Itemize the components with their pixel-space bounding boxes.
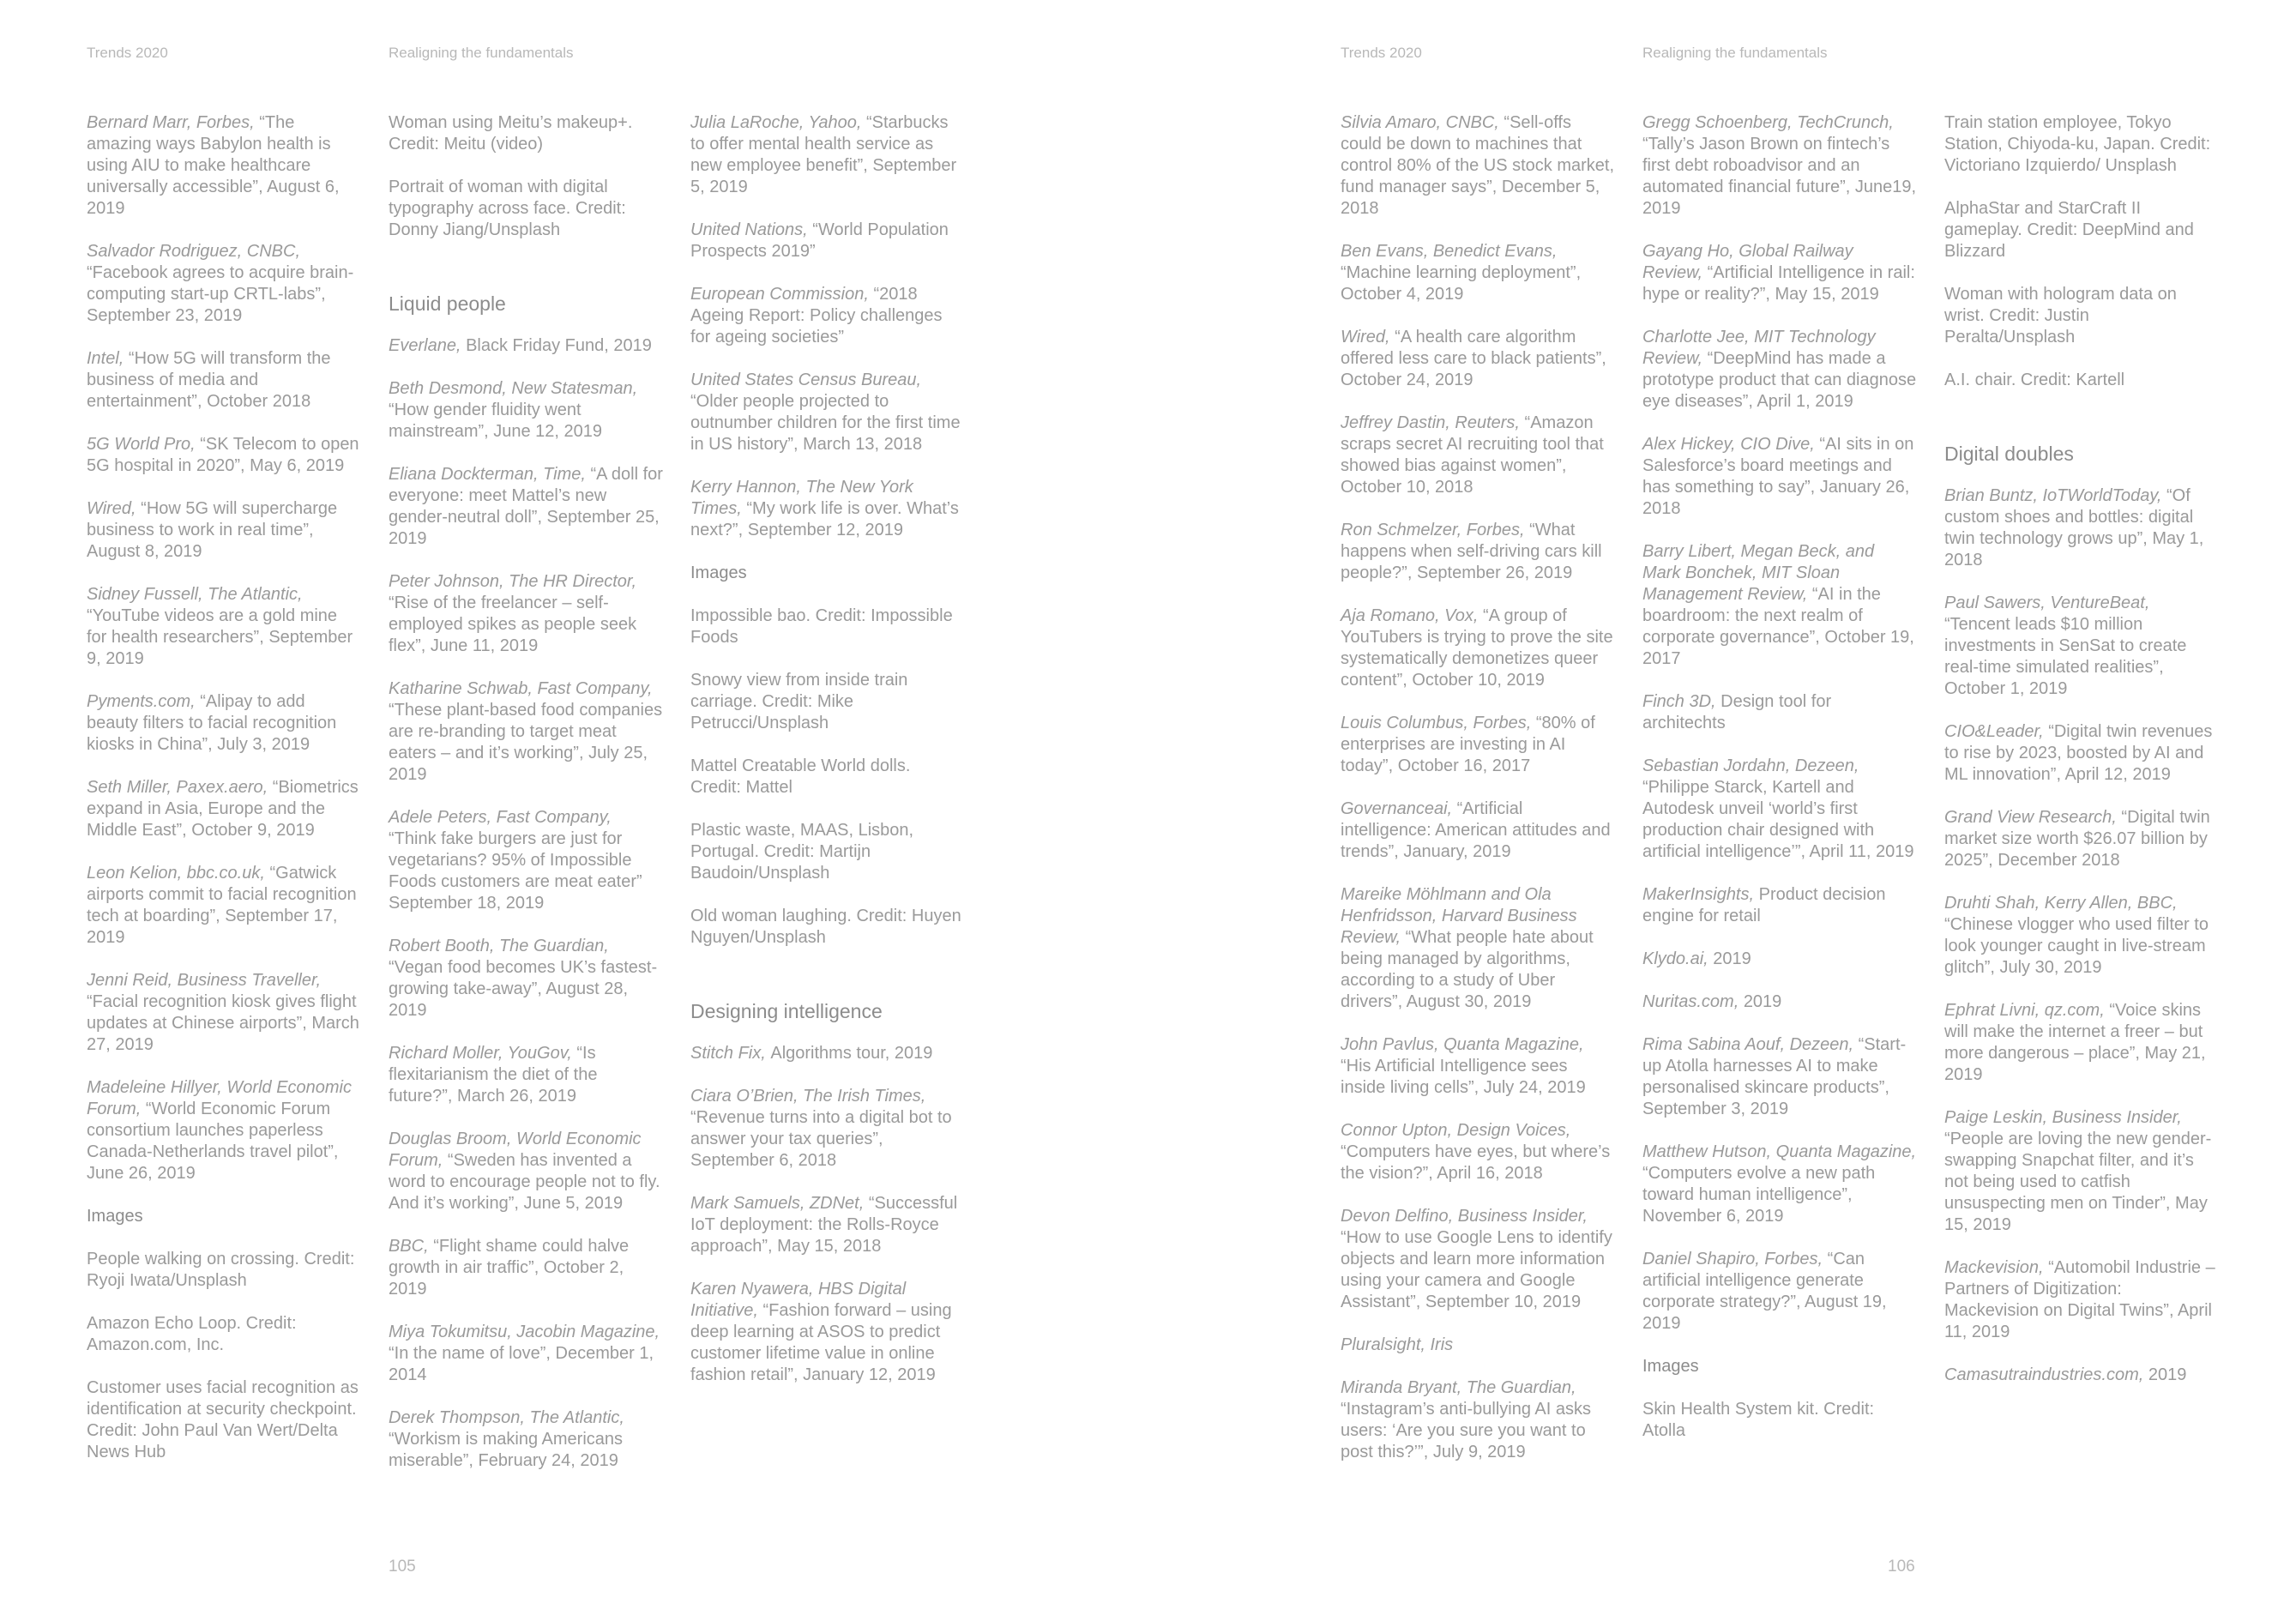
reference-source: Nuritas.com, <box>1642 992 1744 1011</box>
reference-entry <box>690 220 965 262</box>
reference-source: Mackevision, <box>1944 1258 2049 1277</box>
reference-text: “Can artificial intelligence generate corporate strategy?”, August 19, 2019 <box>1642 1250 1887 1333</box>
reference-entry <box>389 378 663 443</box>
reference-entry <box>1944 370 2219 391</box>
reference-text: Impossible bao. Credit: Impossible Foods <box>690 606 953 647</box>
reference-source: MakerInsights, <box>1642 885 1759 904</box>
reference-entry <box>87 112 361 220</box>
reference-text: “2018 Ageing Report: Policy challenges for ageing societies” <box>690 285 943 346</box>
reference-source: Paige Leskin, Business Insider, <box>1944 1108 2182 1127</box>
reference-source: Gregg Schoenberg, TechCrunch, <box>1642 113 1894 132</box>
reference-entry <box>87 1249 361 1292</box>
reference-text: “Is flexitarianism the diet of the future?”, March 26, 2019 <box>389 1044 598 1106</box>
reference-source: BBC, <box>389 1237 434 1256</box>
reference-entry <box>690 906 965 949</box>
reference-source: Eliana Dockterman, Time, <box>389 465 591 484</box>
reference-text: “Automobil Industrie – Partners of Digitization: Mackevision on Digital Twins”, April 11, 2019 <box>1944 1258 2215 1341</box>
reference-source: Intel, <box>87 349 129 368</box>
column-2 <box>389 112 663 1493</box>
reference-entry <box>690 670 965 734</box>
reference-text: Design tool for architechts <box>1642 692 1832 732</box>
reference-entry <box>1642 541 1917 670</box>
reference-text: “A group of YouTubers is trying to prove the site systematically demonetizes queer content”, October 10, 2019 <box>1341 606 1613 690</box>
reference-source: Pluralsight, Iris <box>1341 1335 1454 1354</box>
reference-entry <box>1944 485 2219 571</box>
running-header-section: Realigning the fundamentals <box>1642 45 1828 61</box>
reference-text: Woman with hologram data on wrist. Credit: Justin Peralta/Unsplash <box>1944 285 2177 346</box>
reference-source: Silvia Amaro, CNBC, <box>1341 113 1504 132</box>
reference-source: Stitch Fix, <box>690 1044 771 1063</box>
reference-text: Black Friday Fund, 2019 <box>466 336 652 355</box>
reference-text: “Voice skins will make the internet a freer – but more dangerous – place”, May 21, 2019 <box>1944 1001 2206 1084</box>
reference-entry <box>87 498 361 563</box>
reference-entry <box>1341 413 1615 498</box>
right-page <box>1148 0 2296 1621</box>
reference-entry <box>389 335 663 357</box>
reference-entry <box>1642 241 1917 305</box>
reference-source: Connor Upton, Design Voices, <box>1341 1121 1571 1140</box>
reference-source: Ron Schmelzer, Forbes, <box>1341 521 1530 539</box>
reference-text: “AI sits in on Salesforce’s board meetings and has something to say”, January 26, 2018 <box>1642 435 1914 518</box>
reference-text: “A health care algorithm offered less care to black patients”, October 24, 2019 <box>1341 328 1606 389</box>
reference-text: “Amazon scraps secret AI recruiting tool that showed bias against women”, October 10, 2018 <box>1341 413 1604 497</box>
reference-text: “Facial recognition kiosk gives flight updates at Chinese airports”, March 27, 2019 <box>87 992 359 1054</box>
column-3 <box>690 112 965 1407</box>
reference-source: Druhti Shah, Kerry Allen, BBC, <box>1944 894 2178 913</box>
images-subheading: Images <box>1642 1357 1699 1376</box>
reference-text: “How to use Google Lens to identify objects and learn more information using your camera and Google Assistant”, September 10, 2019 <box>1341 1228 1612 1311</box>
reference-source: Governanceai, <box>1341 799 1457 818</box>
reference-entry <box>1944 593 2219 700</box>
reference-text: “In the name of love”, December 1, 2014 <box>389 1344 654 1384</box>
reference-source: Mareike Möhlmann and Ola Henfridsson, Harvard Business Review, <box>1341 885 1577 947</box>
reference-entry <box>389 807 663 914</box>
reference-text: Portrait of woman with digital typography across face. Credit: Donny Jiang/Unsplash <box>389 178 626 239</box>
reference-text: Amazon Echo Loop. Credit: Amazon.com, Inc. <box>87 1314 297 1354</box>
reference-source: Miranda Bryant, The Guardian, <box>1341 1378 1576 1397</box>
reference-source: Peter Johnson, The HR Director, <box>389 572 637 591</box>
reference-entry <box>1944 198 2219 262</box>
reference-text: 2019 <box>1743 992 1782 1011</box>
reference-text: “Computers evolve a new path toward human intelligence”, November 6, 2019 <box>1642 1164 1876 1226</box>
reference-source: Derek Thompson, The Atlantic, <box>389 1408 624 1427</box>
reference-text: “Starbucks to offer mental health service as new employee benefit”, September 5, 2019 <box>690 113 957 196</box>
reference-entry <box>1341 606 1615 691</box>
reference-source: Jenni Reid, Business Traveller, <box>87 971 322 990</box>
reference-source: Charlotte Jee, MIT Technology Review, <box>1642 328 1876 368</box>
reference-entry <box>1341 1034 1615 1099</box>
reference-entry <box>389 177 663 241</box>
reference-text: “Vegan food becomes UK’s fastest-growing take-away”, August 28, 2019 <box>389 958 658 1020</box>
reference-source: Aja Romano, Vox, <box>1341 606 1484 625</box>
reference-text: “80% of enterprises are investing in AI today”, October 16, 2017 <box>1341 714 1595 775</box>
reference-entry <box>87 1377 361 1463</box>
reference-source: Grand View Research, <box>1944 808 2122 827</box>
reference-text: Plastic waste, MAAS, Lisbon, Portugal. Credit: Martijn Baudoin/Unsplash <box>690 821 914 883</box>
reference-entry <box>1341 1377 1615 1463</box>
reference-text: “Biometrics expand in Asia, Europe and the Middle East”, October 9, 2019 <box>87 778 359 840</box>
reference-text: “AI in the boardroom: the next realm of corporate governance”, October 19, 2017 <box>1642 585 1914 668</box>
reference-source: Sebastian Jordahn, Dezeen, <box>1642 756 1859 775</box>
reference-entry <box>1341 1206 1615 1313</box>
reference-source: Mark Samuels, ZDNet, <box>690 1194 869 1213</box>
reference-entry <box>1642 1399 1917 1442</box>
reference-text: “Revenue turns into a digital bot to answer your tax queries”, September 6, 2018 <box>690 1108 952 1170</box>
reference-text: Old woman laughing. Credit: Huyen Nguyen/Unsplash <box>690 907 961 947</box>
reference-text: Customer uses facial recognition as identification at security checkpoint. Credit: John Paul Van Wert/Delta News Hub <box>87 1378 359 1461</box>
reference-text: “How gender fluidity went mainstream”, June 12, 2019 <box>389 401 603 441</box>
reference-text: Mattel Creatable World dolls. Credit: Mattel <box>690 756 911 797</box>
reference-entry <box>1341 798 1615 863</box>
reference-source: Katharine Schwab, Fast Company, <box>389 679 653 698</box>
reference-text: “Tally’s Jason Brown on fintech’s first debt roboadvisor and an automated financial future”, June19, 2019 <box>1642 135 1917 218</box>
reference-text: “Instagram’s anti-bullying AI asks users: ‘Are you sure you want to post this?’”, July 9, 2019 <box>1341 1400 1591 1461</box>
reference-source: United States Census Bureau, <box>690 371 922 389</box>
reference-source: Adele Peters, Fast Company, <box>389 808 612 827</box>
reference-entry <box>1642 327 1917 413</box>
images-subheading: Images <box>690 563 747 582</box>
reference-entry <box>1642 991 1917 1013</box>
reference-entry <box>1341 884 1615 1013</box>
reference-source: United Nations, <box>690 220 813 239</box>
reference-text: “Artificial Intelligence in rail: hype or reality?”, May 15, 2019 <box>1642 263 1915 304</box>
reference-text: “Facebook agrees to acquire brain-computing start-up CRTL-labs”, September 23, 2019 <box>87 263 354 325</box>
reference-entry <box>1944 1107 2219 1236</box>
reference-entry <box>1341 241 1615 305</box>
reference-entry <box>1642 949 1917 970</box>
reference-entry <box>1642 691 1917 734</box>
reference-source: Jeffrey Dastin, Reuters, <box>1341 413 1525 432</box>
reference-entry <box>87 970 361 1056</box>
reference-entry <box>389 678 663 786</box>
reference-entry <box>389 464 663 550</box>
reference-text: Snowy view from inside train carriage. Credit: Mike Petrucci/Unsplash <box>690 671 908 732</box>
reference-entry <box>690 1193 965 1257</box>
section-heading: Digital doubles <box>1944 443 2074 465</box>
reference-entry <box>1341 713 1615 777</box>
reference-entry <box>87 777 361 841</box>
reference-source: Julia LaRoche, Yahoo, <box>690 113 866 132</box>
reference-text: “Philippe Starck, Kartell and Autodesk unveil ‘world’s first production chair designed with artificial intelligence’”, April 11, 2019 <box>1642 778 1914 861</box>
reference-source: Daniel Shapiro, Forbes, <box>1642 1250 1828 1268</box>
reference-text: Train station employee, Tokyo Station, Chiyoda-ku, Japan. Credit: Victoriano Izquierdo/ Unsplash <box>1944 113 2211 175</box>
reference-text: Algorithms tour, 2019 <box>770 1044 933 1063</box>
reference-entry <box>1642 434 1917 520</box>
reference-text: 2019 <box>2148 1365 2187 1384</box>
reference-entry <box>87 1077 361 1184</box>
page-number: 105 <box>389 1558 416 1576</box>
reference-entry <box>1642 112 1917 220</box>
reference-entry <box>389 112 663 155</box>
reference-text: “SK Telecom to open 5G hospital in 2020”, May 6, 2019 <box>87 435 359 475</box>
reference-text: “YouTube videos are a gold mine for health researchers”, September 9, 2019 <box>87 606 353 668</box>
reference-text: Product decision engine for retail <box>1642 885 1886 925</box>
reference-text: “World Economic Forum consortium launches paperless Canada-Netherlands travel pilot”, June 26, 2019 <box>87 1100 339 1183</box>
reference-entry <box>690 606 965 648</box>
reference-source: Gayang Ho, Global Railway Review, <box>1642 242 1853 282</box>
reference-text: “What happens when self-driving cars kill people?”, September 26, 2019 <box>1341 521 1602 582</box>
reference-text: “These plant-based food companies are re-branding to target meat eaters – and it’s working”, July 25, 2019 <box>389 701 663 784</box>
reference-entry <box>389 936 663 1021</box>
reference-text: “People are loving the new gender-swapping Snapchat filter, and it’s not being used to catfish unsuspecting men on Tinder”, May 15, 2019 <box>1944 1130 2212 1234</box>
page-number: 106 <box>1888 1558 1915 1576</box>
reference-entry <box>87 863 361 949</box>
reference-text: “What people hate about being managed by algorithms, according to a study of Uber drivers”, August 30, 2019 <box>1341 928 1594 1011</box>
column-1 <box>87 112 361 1485</box>
reference-source: Robert Booth, The Guardian, <box>389 937 609 955</box>
reference-entry <box>690 820 965 884</box>
reference-entry <box>1944 807 2219 871</box>
reference-source: Brian Buntz, IoTWorldToday, <box>1944 486 2167 505</box>
reference-source: Finch 3D, <box>1642 692 1721 711</box>
reference-entry <box>1341 520 1615 584</box>
reference-source: 5G World Pro, <box>87 435 201 454</box>
column-5 <box>1642 112 1917 1463</box>
reference-text: “How 5G will supercharge business to work in real time”, August 8, 2019 <box>87 499 338 561</box>
reference-entry <box>1341 327 1615 391</box>
reference-source: Alex Hickey, CIO Dive, <box>1642 435 1820 454</box>
reference-text: “Of custom shoes and bottles: digital twin technology grows up”, May 1, 2018 <box>1944 486 2204 569</box>
reference-source: Louis Columbus, Forbes, <box>1341 714 1536 732</box>
reference-entry <box>1642 884 1917 927</box>
reference-text: “Gatwick airports commit to facial recognition tech at boarding”, September 17, 2019 <box>87 864 357 947</box>
reference-text: “DeepMind has made a prototype product that can diagnose eye diseases”, April 1, 2019 <box>1642 349 1917 411</box>
reference-source: Rima Sabina Aouf, Dezeen, <box>1642 1035 1859 1054</box>
reference-source: Everlane, <box>389 336 467 355</box>
reference-text: “Chinese vlogger who used filter to look younger caught in live-stream glitch”, July 30, 2019 <box>1944 915 2209 977</box>
reference-text: “My work life is over. What’s next?”, September 12, 2019 <box>690 499 959 539</box>
reference-text: “Sell-offs could be down to machines that control 80% of the US stock market, fund manager says”, December 5, 2018 <box>1341 113 1615 218</box>
reference-entry <box>87 691 361 756</box>
reference-source: Miya Tokumitsu, Jacobin Magazine, <box>389 1323 660 1341</box>
reference-entry <box>690 756 965 798</box>
reference-entry <box>389 1322 663 1386</box>
reference-entry <box>389 1043 663 1107</box>
reference-source: Bernard Marr, Forbes, <box>87 113 260 132</box>
reference-entry <box>1341 1120 1615 1184</box>
reference-text: “Computers have eyes, but where’s the vision?”, April 16, 2018 <box>1341 1142 1611 1183</box>
reference-text: “Start-up Atolla harnesses AI to make personalised skincare products”, September 3, 2019 <box>1642 1035 1907 1118</box>
reference-text: “Think fake burgers are just for vegetarians? 95% of Impossible Foods customers are meat eater” September 18, 2019 <box>389 829 642 913</box>
reference-text: “His Artificial Intelligence sees inside living cells”, July 24, 2019 <box>1341 1057 1586 1097</box>
reference-entry <box>1341 1335 1615 1356</box>
reference-source: Douglas Broom, World Economic Forum, <box>389 1130 642 1170</box>
reference-source: Seth Miller, Paxex.aero, <box>87 778 273 797</box>
reference-source: Camasutraindustries.com, <box>1944 1365 2148 1384</box>
reference-entry <box>389 1236 663 1300</box>
reference-entry <box>1944 1000 2219 1086</box>
reference-text: “Digital twin market size worth $26.07 billion by 2025”, December 2018 <box>1944 808 2210 870</box>
running-header-title: Trends 2020 <box>87 45 168 61</box>
reference-source: Kerry Hannon, The New York Times, <box>690 478 913 518</box>
reference-entry <box>1642 1034 1917 1120</box>
reference-entry <box>1944 112 2219 177</box>
reference-source: Salvador Rodriguez, CNBC, <box>87 242 300 261</box>
reference-source: Ephrat Livni, qz.com, <box>1944 1001 2110 1020</box>
reference-source: Richard Moller, YouGov, <box>389 1044 577 1063</box>
reference-source: European Commission, <box>690 285 874 304</box>
reference-source: CIO&Leader, <box>1944 722 2049 741</box>
reference-text: “How 5G will transform the business of media and entertainment”, October 2018 <box>87 349 331 411</box>
reference-text: “Alipay to add beauty filters to facial recognition kiosks in China”, July 3, 2019 <box>87 692 337 754</box>
reference-entry <box>87 584 361 670</box>
reference-entry <box>87 241 361 327</box>
reference-entry <box>389 1129 663 1214</box>
reference-text: 2019 <box>1713 949 1751 968</box>
reference-entry <box>690 112 965 198</box>
reference-source: Pyments.com, <box>87 692 201 711</box>
reference-text: People walking on crossing. Credit: Ryoji Iwata/Unsplash <box>87 1250 355 1290</box>
section-heading: Designing intelligence <box>690 1000 883 1022</box>
reference-source: Sidney Fussell, The Atlantic, <box>87 585 303 604</box>
reference-entry <box>690 477 965 541</box>
reference-entry <box>1642 756 1917 863</box>
reference-text: “World Population Prospects 2019” <box>690 220 949 261</box>
reference-text: “Fashion forward – using deep learning at ASOS to predict customer lifetime value in online fashion retail”, January 12, 2019 <box>690 1301 952 1384</box>
reference-entry <box>1944 893 2219 979</box>
column-6 <box>1944 112 2219 1407</box>
reference-entry <box>1341 112 1615 220</box>
reference-source: Wired, <box>87 499 142 518</box>
images-subheading: Images <box>87 1207 143 1226</box>
reference-text: “Tencent leads $10 million investments in SenSat to create real-time simulated realities”, October 1, 2019 <box>1944 615 2187 698</box>
reference-source: Ciara O’Brien, The Irish Times, <box>690 1087 926 1106</box>
reference-entry <box>1944 1365 2219 1386</box>
reference-source: Devon Delfino, Business Insider, <box>1341 1207 1588 1226</box>
section-heading: Liquid people <box>389 292 506 315</box>
running-header-section: Realigning the fundamentals <box>389 45 574 61</box>
running-header-title: Trends 2020 <box>1341 45 1422 61</box>
reference-text: “Workism is making Americans miserable”, February 24, 2019 <box>389 1430 624 1470</box>
reference-entry <box>87 1313 361 1356</box>
reference-source: Matthew Hutson, Quanta Magazine, <box>1642 1142 1917 1161</box>
reference-entry <box>389 1407 663 1472</box>
reference-source: Leon Kelion, bbc.co.uk, <box>87 864 270 883</box>
reference-source: John Pavlus, Quanta Magazine, <box>1341 1035 1584 1054</box>
reference-text: “Flight shame could halve growth in air traffic”, October 2, 2019 <box>389 1237 630 1299</box>
reference-text: “Artificial intelligence: American attitudes and trends”, January, 2019 <box>1341 799 1611 861</box>
reference-source: Paul Sawers, VentureBeat, <box>1944 594 2150 612</box>
reference-source: Ben Evans, Benedict Evans, <box>1341 242 1558 261</box>
reference-entry <box>1944 721 2219 786</box>
reference-entry <box>690 370 965 455</box>
reference-entry <box>690 1279 965 1386</box>
reference-source: Beth Desmond, New Statesman, <box>389 379 638 398</box>
reference-source: Klydo.ai, <box>1642 949 1714 968</box>
reference-text: A.I. chair. Credit: Kartell <box>1944 371 2125 389</box>
reference-text: “Successful IoT deployment: the Rolls-Royce approach”, May 15, 2018 <box>690 1194 958 1256</box>
reference-source: Barry Libert, Megan Beck, and Mark Bonchek, MIT Sloan Management Review, <box>1642 542 1875 604</box>
reference-text: “Rise of the freelancer – self-employed spikes as people seek flex”, June 11, 2019 <box>389 594 637 655</box>
reference-text: AlphaStar and StarCraft II gameplay. Credit: DeepMind and Blizzard <box>1944 199 2194 261</box>
reference-text: “A doll for everyone: meet Mattel’s new gender-neutral doll”, September 25, 2019 <box>389 465 663 548</box>
reference-source: Madeleine Hillyer, World Economic Forum, <box>87 1078 353 1118</box>
reference-entry <box>87 434 361 477</box>
reference-text: “Sweden has invented a word to encourage people not to fly. And it’s working”, June 5, 2019 <box>389 1151 660 1213</box>
column-4 <box>1341 112 1615 1485</box>
reference-text: Skin Health System kit. Credit: Atolla <box>1642 1400 1875 1440</box>
reference-entry <box>1944 1257 2219 1343</box>
reference-source: Wired, <box>1341 328 1395 346</box>
reference-text: “Older people projected to outnumber children for the first time in US history”, March 13, 2018 <box>690 392 961 454</box>
reference-text: “Machine learning deployment”, October 4, 2019 <box>1341 263 1582 304</box>
reference-entry <box>690 1043 965 1064</box>
reference-text: Woman using Meitu’s makeup+. Credit: Meitu (video) <box>389 113 633 154</box>
reference-entry <box>1944 284 2219 348</box>
reference-entry <box>389 571 663 657</box>
reference-entry <box>690 1086 965 1172</box>
reference-entry <box>690 284 965 348</box>
reference-entry <box>87 348 361 413</box>
reference-entry <box>1642 1249 1917 1335</box>
reference-text: “The amazing ways Babylon health is using AIU to make healthcare universally accessible”, August 6, 2019 <box>87 113 340 218</box>
reference-text: “Digital twin revenues to rise by 2023, boosted by AI and ML innovation”, April 12, 2019 <box>1944 722 2213 784</box>
reference-entry <box>1642 1142 1917 1227</box>
reference-source: Karen Nyawera, HBS Digital Initiative, <box>690 1280 907 1320</box>
